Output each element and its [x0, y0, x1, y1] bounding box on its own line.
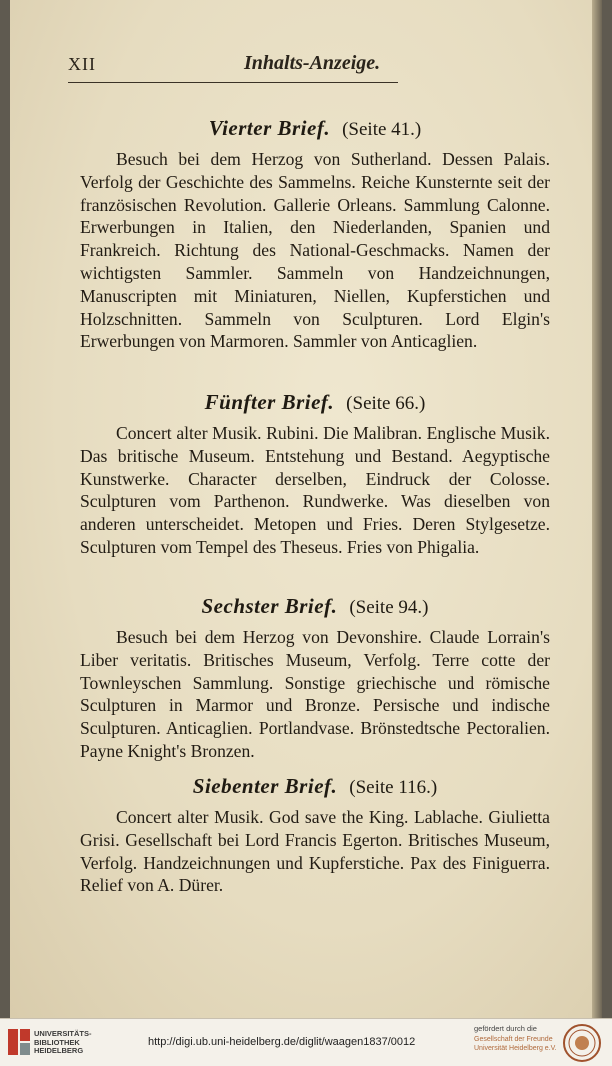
- section-letter-7: [80, 770, 550, 897]
- section-heading: [80, 112, 550, 144]
- section-page-ref: (Seite 116.): [349, 777, 438, 798]
- page-edge: [592, 0, 602, 1018]
- section-letter-6: [80, 590, 550, 763]
- section-text: Besuch bei dem Herzog von Sutherland. Dessen Palais. Verfolg der Geschichte des Sammelns. Reiche Kunsternte seit der französischen Revolution. Gallerie Orleans. Sammlung Calonne. Erwerbungen in Italien, den Niederlanden, Spanien und Frankreich. Richtung des National-Geschmacks. Namen der wichtigsten Sammler. Sammeln von Handzeichnungen, Manuscripten mit Miniaturen, Niellen, Kupferstichen und Holzschnitten. Sammeln von Sculpturen. Lord Elgin's Erwerbungen von Marmoren. Sammler von Anticaglien.: [80, 149, 550, 352]
- section-heading: [80, 386, 550, 418]
- header-rule: [68, 82, 398, 83]
- section-letter-4: [80, 112, 550, 353]
- section-page-ref: (Seite 66.): [346, 393, 426, 414]
- section-heading: [80, 590, 550, 622]
- section-title: Vierter Brief.: [208, 116, 331, 140]
- section-title: Fünfter Brief.: [204, 390, 335, 414]
- section-text: Concert alter Musik. God save the King. Lablache. Giulietta Grisi. Gesellschaft bei Lord Francis Egerton. Britisches Museum, Verfolg. Handzeichnungen und Kupferstiche. Pax des Finiguerra. Relief von A. Dürer.: [80, 807, 550, 896]
- university-seal-icon: [562, 1023, 602, 1063]
- page-header: [68, 52, 398, 82]
- section-text: Besuch bei dem Herzog von Devonshire. Claude Lorrain's Liber veritatis. Britisches Museum, Verfolg. Terre cotte der Townleyschen Sammlung. Sonstige griechische und römische Sculpturen in Marmor und Bronze. Persische und indische Sculpturen. Anticaglien. Portlandvase. Brönstedtsche Pectoralien. Payne Knight's Bronzen.: [80, 627, 550, 761]
- page-number: XII: [68, 54, 96, 74]
- section-title: Siebenter Brief.: [192, 774, 338, 798]
- section-title: Sechster Brief.: [201, 594, 338, 618]
- section-page-ref: (Seite 41.): [342, 119, 422, 140]
- section-page-ref: (Seite 94.): [349, 597, 429, 618]
- university-library-logo-icon[interactable]: [8, 1029, 30, 1055]
- library-name[interactable]: UNIVERSITÄTS- BIBLIOTHEK HEIDELBERG: [34, 1029, 92, 1055]
- viewer-footer: [0, 1018, 612, 1066]
- sponsor-label: gefördert durch die: [474, 1024, 537, 1033]
- book-page: [10, 0, 602, 1018]
- running-title: Inhalts-Anzeige.: [244, 52, 381, 74]
- permalink-url[interactable]: http://digi.ub.uni-heidelberg.de/diglit/waagen1837/0012: [148, 1036, 416, 1048]
- section-heading: [80, 770, 550, 802]
- section-text: Concert alter Musik. Rubini. Die Malibran. Englische Musik. Das britische Museum. Entstehung und Bestand. Aegyptische Kunstwerke. Character derselben, Eindruck der Colosse. Sculpturen vom Parthenon. Rundwerke. Was dieselben von anderen unterscheidet. Metopen und Fries. Deren Stylgesetze. Sculpturen vom Tempel des Theseus. Fries von Phigalia.: [80, 423, 550, 557]
- section-letter-5: [80, 386, 550, 559]
- sponsor-name[interactable]: Gesellschaft der Freunde Universität Heidelberg e.V.: [474, 1036, 557, 1052]
